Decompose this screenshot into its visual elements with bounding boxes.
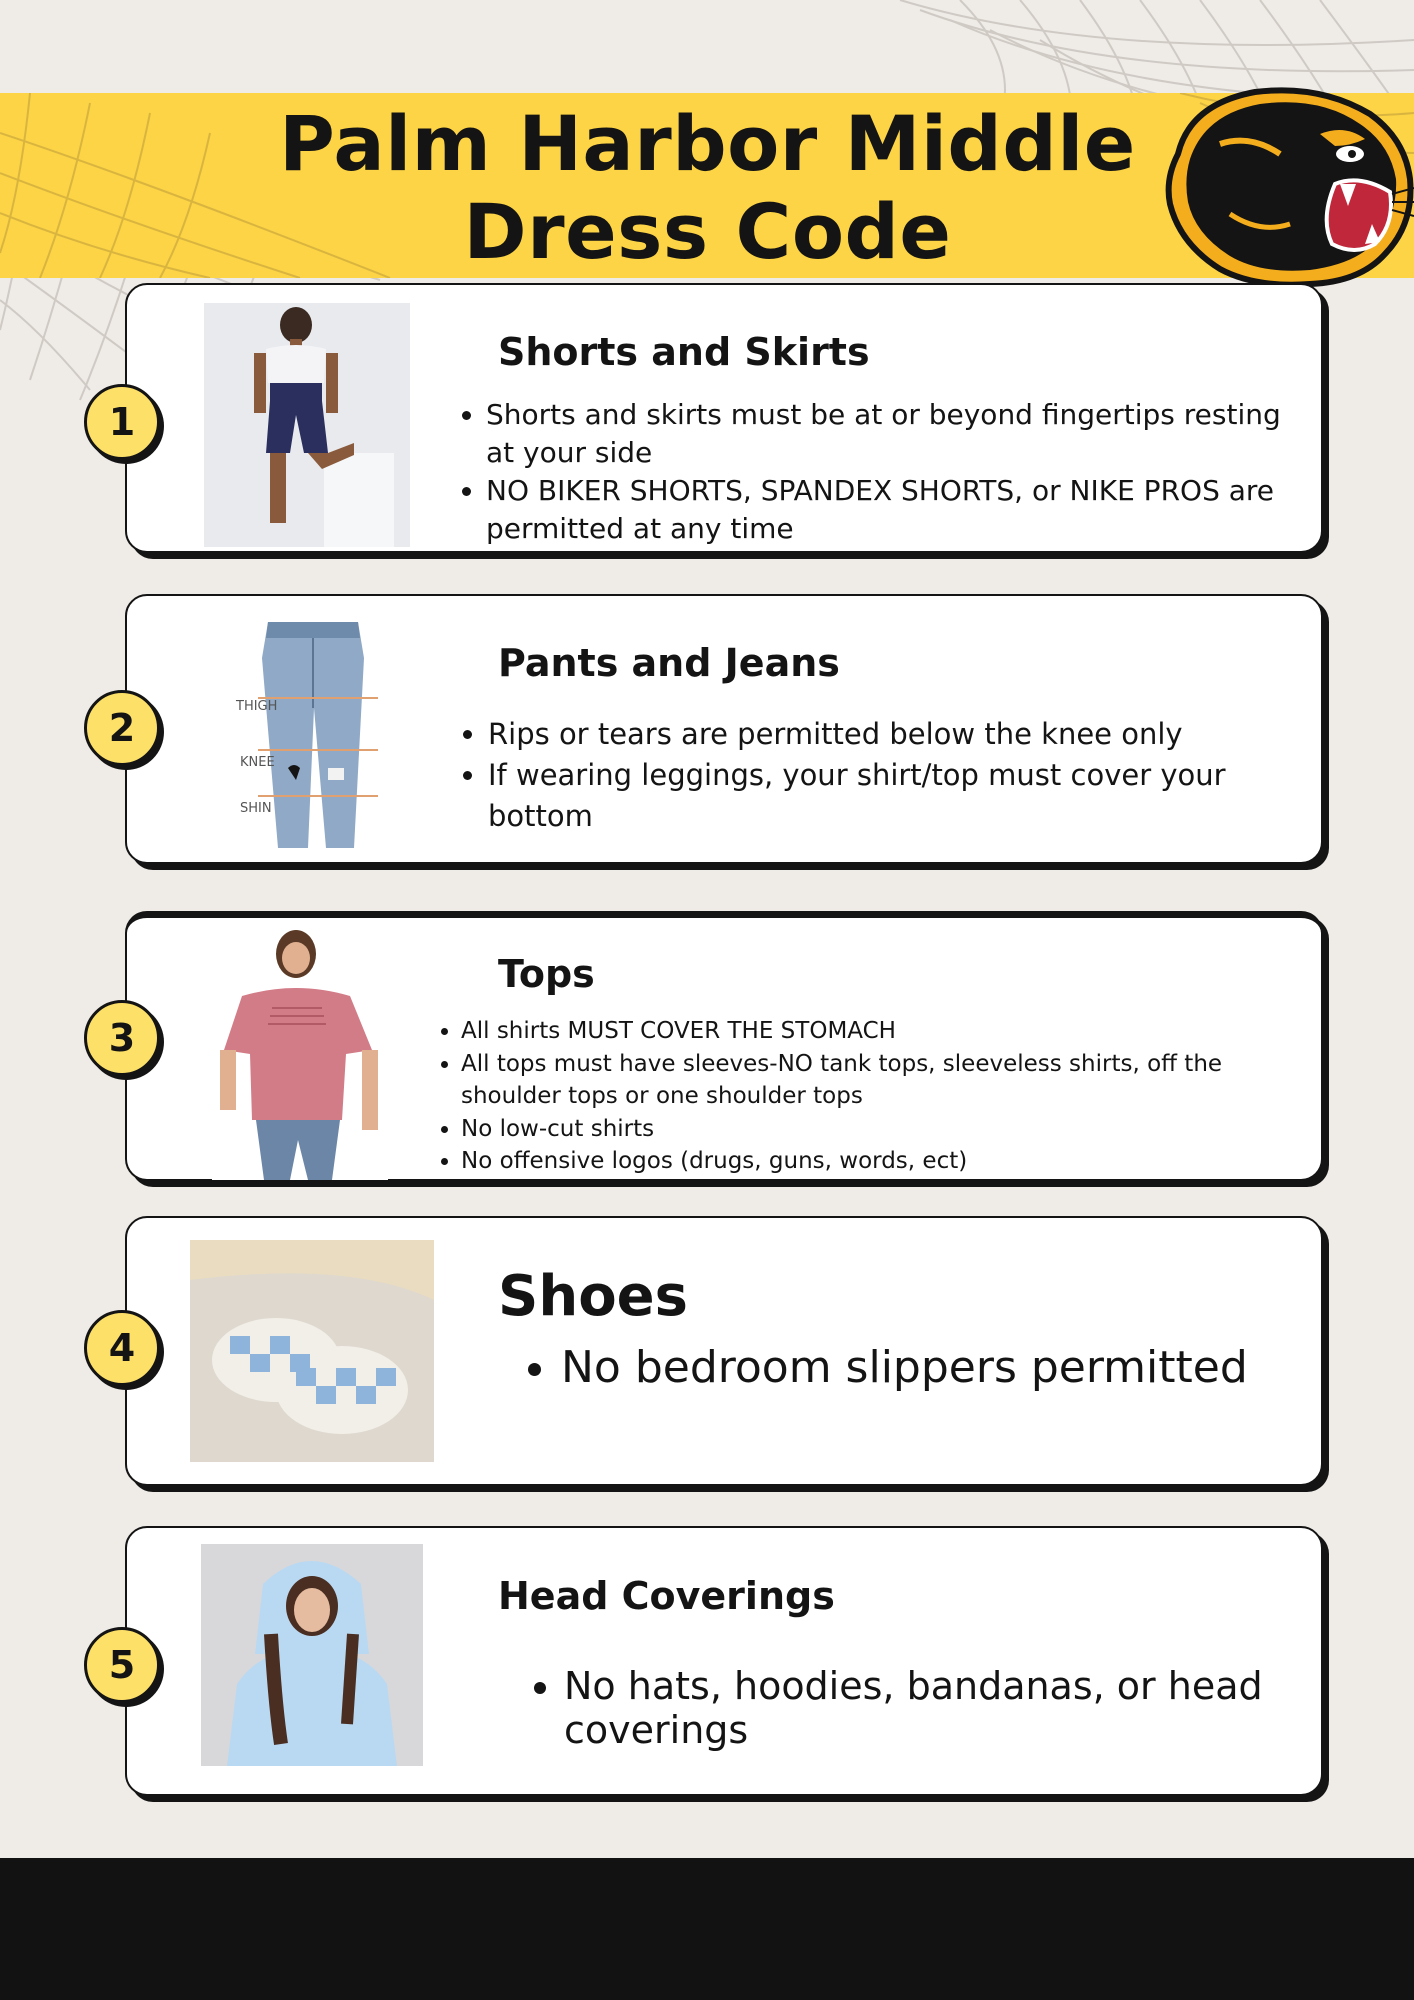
image-label-knee: KNEE: [240, 755, 275, 770]
page-title: [200, 100, 1215, 276]
rule-item: • All shirts MUST COVER THE STOMACH: [461, 1015, 1301, 1048]
rule-item: • No hats, hoodies, bandanas, or head coverings: [564, 1664, 1304, 1752]
rule-list: [431, 1015, 1301, 1178]
rule-list: [534, 1664, 1304, 1752]
panther-mascot-icon: [1160, 84, 1414, 288]
section-number-badge: 1: [84, 384, 160, 460]
rule-list: [456, 396, 1316, 548]
tops-photo: [212, 930, 388, 1180]
title-line-1: Palm Harbor Middle: [279, 99, 1136, 188]
rule-item: • No bedroom slippers permitted: [561, 1342, 1321, 1394]
jeans-diagram: [228, 618, 464, 854]
section-number-badge: 4: [84, 1310, 160, 1386]
image-label-thigh: THIGH: [236, 699, 278, 714]
footer-bar: [0, 1858, 1414, 2000]
section-number-badge: 5: [84, 1627, 160, 1703]
section-heading: Shoes: [498, 1264, 688, 1329]
hoodie-photo: [201, 1544, 423, 1766]
rule-item: • No low-cut shirts: [461, 1113, 1301, 1146]
title-line-2: Dress Code: [463, 187, 952, 276]
rule-list: [458, 714, 1318, 837]
image-label-shin: SHIN: [240, 801, 272, 816]
rule-item: • If wearing leggings, your shirt/top must cover your bottom: [488, 755, 1318, 837]
rule-item: • All tops must have sleeves-NO tank tops, sleeveless shirts, off the shoulder tops or one shoulder tops: [461, 1048, 1301, 1113]
section-heading: Head Coverings: [498, 1574, 835, 1618]
section-heading: Pants and Jeans: [498, 641, 840, 685]
rule-item: • No offensive logos (drugs, guns, words, ect): [461, 1145, 1301, 1178]
shorts-photo: [204, 303, 410, 547]
section-number-badge: 2: [84, 690, 160, 766]
slippers-photo: [190, 1240, 434, 1462]
section-heading: Tops: [498, 952, 595, 996]
section-number-badge: 3: [84, 1000, 160, 1076]
section-heading: Shorts and Skirts: [498, 330, 870, 374]
rule-list: [531, 1342, 1321, 1394]
rule-item: • NO BIKER SHORTS, SPANDEX SHORTS, or NIKE PROS are permitted at any time: [486, 472, 1316, 548]
rule-item: • Rips or tears are permitted below the knee only: [488, 714, 1318, 755]
rule-item: • Shorts and skirts must be at or beyond fingertips resting at your side: [486, 396, 1316, 472]
